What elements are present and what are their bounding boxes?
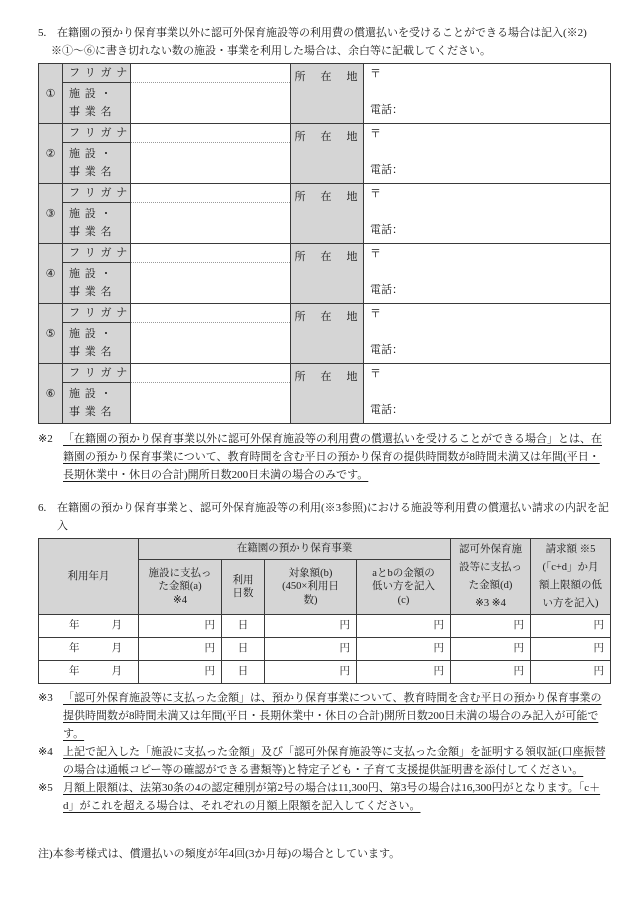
amount-c-field[interactable]: 円: [357, 661, 451, 684]
furigana-label: フ リ ガ ナ: [63, 184, 131, 203]
section5-subnote: ※①～⑥に書き切れない数の施設・事業を利用した場合は、余白等に記載してください。: [51, 45, 491, 57]
header-paid-amount-a: 施設に支払っ た金額(a) ※4: [139, 560, 222, 615]
address-label: 所 在 地: [291, 124, 364, 184]
note-5-text: 月額上限額は、法第30条の4の認定種別が第2号の場合は11,300円、第3号の場合は16,300円がとなります。「c＋d」がこれを超える場合は、それぞれの月額上限額を記入してください。: [63, 782, 601, 812]
furigana-field[interactable]: [131, 184, 291, 203]
facility-name-label: 施 設 ・ 事 業 名: [63, 323, 131, 364]
note-2-text: 「在籍園の預かり保育事業以外に認可外保育施設等の利用費の償還払いを受けることができる場合」とは、在籍園の預かり保育事業について、教育時間を含む平日の預かり保育の提供時間数が8時間未満又は年間(平日・長期休業中・休日の合計)開所日数200日未満の場合のみです。: [63, 433, 602, 481]
postal-mark: 〒: [370, 248, 381, 260]
note-3-text: 「認可外保育施設等に支払った金額」は、預かり保育事業について、教育時間を含む平日の預かり保育事業の提供時間数が8時間未満又は年間(平日・長期休業中・休日の合計)開所日数200日未満の場合のみ記入が可能です。: [63, 692, 602, 740]
amount-a-field[interactable]: 円: [139, 615, 222, 638]
furigana-field[interactable]: [131, 124, 291, 143]
claim-amount-field[interactable]: 円: [531, 638, 611, 661]
phone-label: 電話：: [370, 284, 403, 296]
furigana-field[interactable]: [131, 64, 291, 83]
amount-b-field[interactable]: 円: [265, 638, 357, 661]
facility-row-number: ③: [39, 184, 63, 244]
facility-row-number: ⑥: [39, 364, 63, 424]
facility-row-number: ①: [39, 64, 63, 124]
section5-number: 5.: [38, 27, 47, 39]
amount-d-field[interactable]: 円: [451, 661, 531, 684]
postal-mark: 〒: [370, 188, 381, 200]
amount-c-field[interactable]: 円: [357, 638, 451, 661]
section5-heading: [38, 24, 610, 42]
amount-c-field[interactable]: 円: [357, 615, 451, 638]
facility-name-field[interactable]: [131, 143, 291, 184]
amount-a-field[interactable]: 円: [139, 661, 222, 684]
note-5-marker: ※5: [38, 782, 53, 794]
amount-b-field[interactable]: 円: [265, 615, 357, 638]
furigana-field[interactable]: [131, 244, 291, 263]
facility-name-field[interactable]: [131, 83, 291, 124]
phone-label: 電話：: [370, 224, 403, 236]
phone-label: 電話：: [370, 404, 403, 416]
note-3-marker: ※3: [38, 692, 53, 704]
section6-number: 6.: [38, 502, 47, 514]
phone-label: 電話：: [370, 164, 403, 176]
facility-row-number: ②: [39, 124, 63, 184]
claim-row: [39, 615, 611, 638]
amount-d-field[interactable]: 円: [451, 615, 531, 638]
days-field[interactable]: 日: [222, 661, 265, 684]
postal-mark: 〒: [370, 368, 381, 380]
postal-mark: 〒: [370, 308, 381, 320]
postal-mark: 〒: [370, 68, 381, 80]
header-usage-days: 利用 日数: [222, 560, 265, 615]
facility-row-number: ④: [39, 244, 63, 304]
postal-mark: 〒: [370, 128, 381, 140]
amount-b-field[interactable]: 円: [265, 661, 357, 684]
facility-name-field[interactable]: [131, 203, 291, 244]
note-2: [38, 430, 610, 484]
days-field[interactable]: 日: [222, 615, 265, 638]
note-4-marker: ※4: [38, 746, 53, 758]
address-label: 所 在 地: [291, 244, 364, 304]
amount-d-field[interactable]: 円: [451, 638, 531, 661]
address-field[interactable]: [364, 64, 611, 124]
claim-row: [39, 638, 611, 661]
address-field[interactable]: [364, 124, 611, 184]
address-field[interactable]: [364, 304, 611, 364]
facility-row-number: ⑤: [39, 304, 63, 364]
facility-name-label: 施 設 ・ 事 業 名: [63, 203, 131, 244]
facility-name-label: 施 設 ・ 事 業 名: [63, 83, 131, 124]
facility-name-label: 施 設 ・ 事 業 名: [63, 143, 131, 184]
claim-amount-field[interactable]: 円: [531, 661, 611, 684]
claim-table: [38, 538, 611, 684]
section6-heading: [38, 499, 610, 535]
address-label: 所 在 地: [291, 184, 364, 244]
facility-table: [38, 63, 611, 424]
furigana-label: フ リ ガ ナ: [63, 304, 131, 323]
section5-text: 在籍園の預かり保育事業以外に認可外保育施設等の利用費の償還払いを受けることができる場合は記入(※2): [57, 27, 587, 39]
note-4: [38, 743, 610, 779]
note-3: [38, 689, 610, 743]
year-month-field[interactable]: 年 月: [39, 661, 139, 684]
address-label: 所 在 地: [291, 64, 364, 124]
section6-text: 在籍園の預かり保育事業と、認可外保育施設等の利用(※3参照)における施設等利用費の償還払い請求の内訳を記入: [57, 502, 609, 532]
note-5: [38, 779, 610, 815]
furigana-label: フ リ ガ ナ: [63, 244, 131, 263]
address-label: 所 在 地: [291, 364, 364, 424]
amount-a-field[interactable]: 円: [139, 638, 222, 661]
footnote: 注)本参考様式は、償還払いの頻度が年4回(3か月毎)の場合としています。: [38, 848, 401, 860]
facility-name-field[interactable]: [131, 263, 291, 304]
address-label: 所 在 地: [291, 304, 364, 364]
header-group-enrolled-care: 在籍園の預かり保育事業: [139, 539, 451, 560]
furigana-label: フ リ ガ ナ: [63, 364, 131, 383]
claim-amount-field[interactable]: 円: [531, 615, 611, 638]
furigana-field[interactable]: [131, 364, 291, 383]
note-2-marker: ※2: [38, 433, 53, 445]
phone-label: 電話：: [370, 104, 403, 116]
facility-name-label: 施 設 ・ 事 業 名: [63, 383, 131, 424]
furigana-label: フ リ ガ ナ: [63, 124, 131, 143]
phone-label: 電話：: [370, 344, 403, 356]
note-4-text: 上記で記入した「施設に支払った金額」及び「認可外保育施設等に支払った金額」を証明する領収証(口座振替の場合は通帳コピー等の確認ができる書類等)と特定子ども・子育て支援提供証明書を添付してください。: [63, 746, 606, 776]
claim-row: [39, 661, 611, 684]
address-field[interactable]: [364, 184, 611, 244]
facility-name-label: 施 設 ・ 事 業 名: [63, 263, 131, 304]
address-field[interactable]: [364, 364, 611, 424]
furigana-field[interactable]: [131, 304, 291, 323]
header-claim-amount: 請求額 ※5 (「c+d」か月 額上限額の低 い方を記入): [531, 539, 611, 615]
days-field[interactable]: 日: [222, 638, 265, 661]
facility-name-field[interactable]: [131, 383, 291, 424]
address-field[interactable]: [364, 244, 611, 304]
furigana-label: フ リ ガ ナ: [63, 64, 131, 83]
header-target-amount-b: 対象額(b) (450×利用日 数): [265, 560, 357, 615]
header-lower-amount-c: aとbの金額の 低い方を記入 (c): [357, 560, 451, 615]
year-month-field[interactable]: 年 月: [39, 638, 139, 661]
header-unlicensed-amount-d: 認可外保育施 設等に支払っ た金額(d) ※3 ※4: [451, 539, 531, 615]
header-usage-month: 利用年月: [39, 539, 139, 615]
facility-name-field[interactable]: [131, 323, 291, 364]
year-month-field[interactable]: 年 月: [39, 615, 139, 638]
